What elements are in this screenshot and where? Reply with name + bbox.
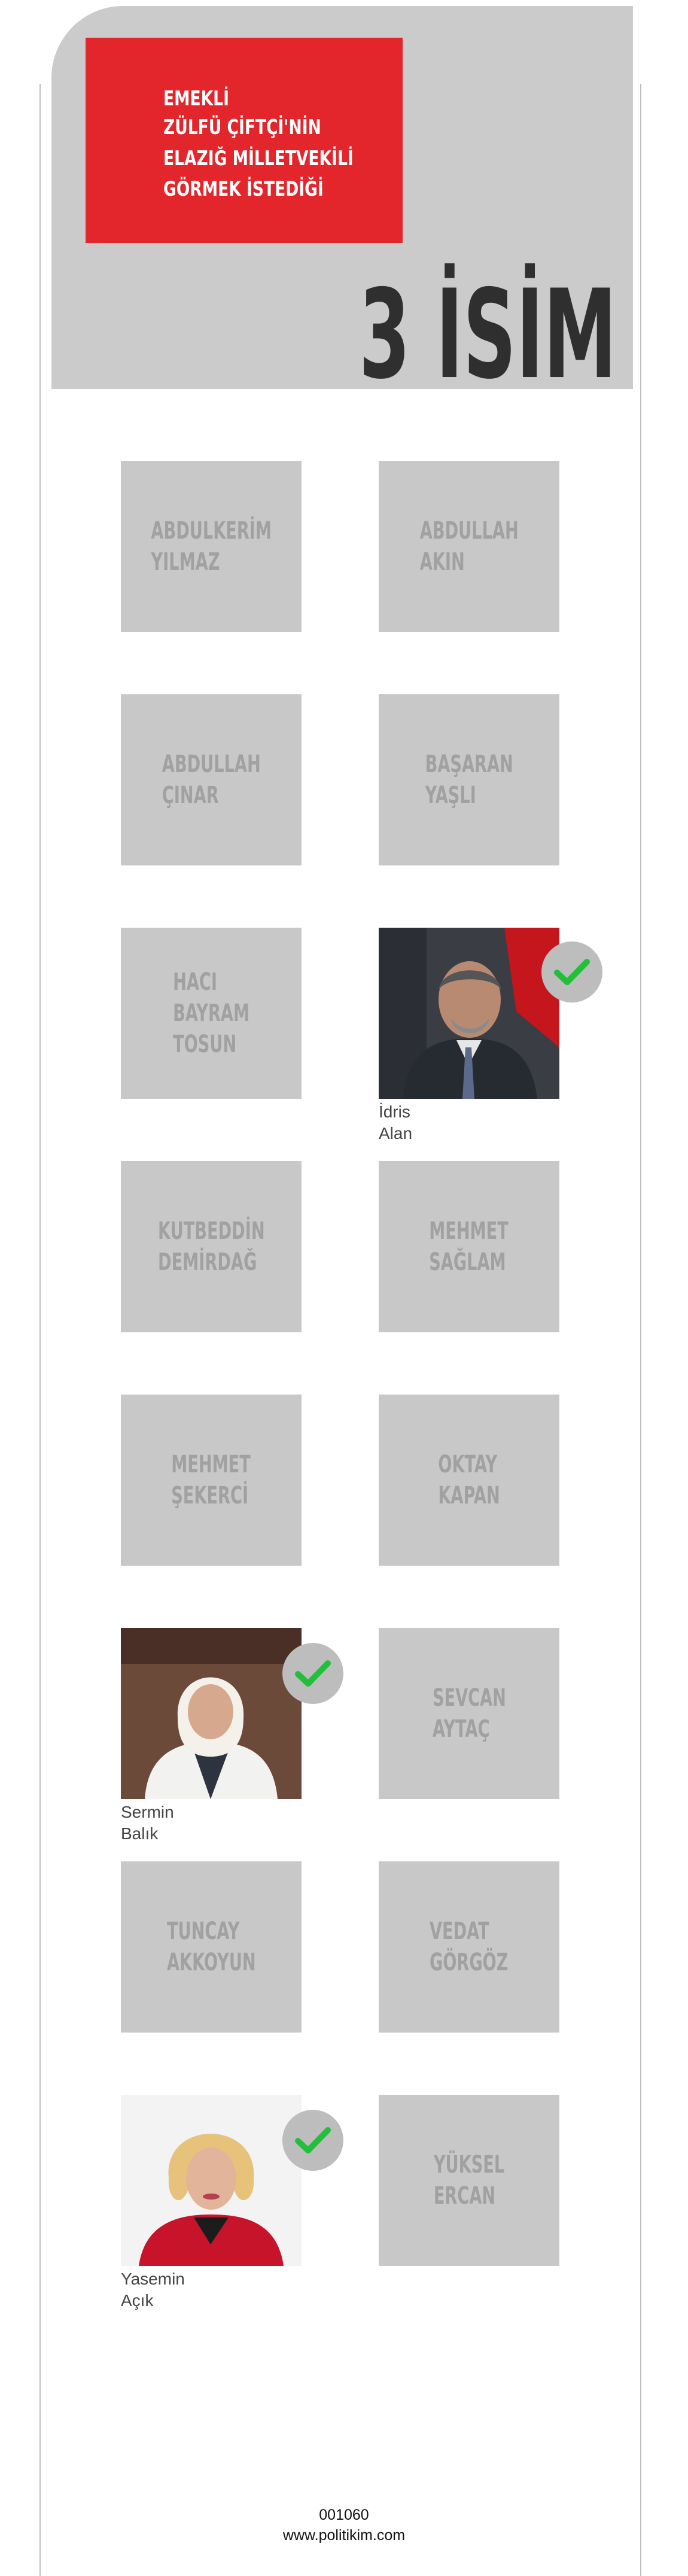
footer-code: 001060: [319, 2507, 369, 2523]
card-name: HACI BAYRAM TOSUN: [173, 968, 249, 1058]
name-card: [379, 2095, 559, 2266]
portrait-photo: [379, 928, 559, 1099]
photo-card-sermin-balik: [121, 1628, 302, 1799]
footer-site: www.politikim.com: [282, 2527, 406, 2544]
name-card: [379, 1395, 559, 1566]
left-frame-line: [39, 84, 41, 2576]
card-name: MEHMET ŞEKERCİ: [171, 1451, 251, 1509]
name-card: [121, 1861, 302, 2033]
card-name: ABDULLAH AKIN: [419, 517, 519, 576]
name-card: [379, 694, 559, 865]
card-name: SEVCAN AYTAÇ: [432, 1684, 506, 1743]
selected-badge: [282, 2110, 343, 2171]
check-icon: [554, 958, 590, 986]
right-frame-line: [640, 84, 641, 2576]
card-name: ABDULKERİM YILMAZ: [151, 517, 272, 576]
photo-caption: Yasemin Açık: [121, 2270, 185, 2310]
name-card: [121, 1161, 302, 1332]
card-name: KUTBEDDİN DEMİRDAĞ: [157, 1217, 265, 1276]
title-line-3: ELAZIĞ MİLLETVEKİLİ: [163, 147, 354, 171]
selected-badge: [282, 1643, 343, 1704]
card-name: OKTAY KAPAN: [438, 1451, 500, 1509]
card-name: VEDAT GÖRGÖZ: [430, 1918, 509, 1976]
name-card: [121, 1395, 302, 1566]
name-card: [379, 461, 559, 632]
name-card: [121, 928, 302, 1099]
card-name: BAŞARAN YAŞLI: [425, 751, 513, 809]
title-line-2: ZÜLFÜ ÇİFTÇİ'NİN: [163, 116, 321, 139]
name-card: [379, 1161, 559, 1332]
headline: 3 İSİM: [359, 264, 617, 406]
photo-caption: İdris Alan: [379, 1102, 413, 1143]
portrait-photo: [121, 1628, 302, 1799]
photo-card-idris-alan: [379, 928, 559, 1099]
name-card: [379, 1861, 559, 2033]
name-card: [121, 694, 302, 865]
card-name: ABDULLAH ÇINAR: [162, 751, 261, 809]
title-box: [86, 38, 403, 243]
card-name: YÜKSEL ERCAN: [433, 2151, 505, 2210]
selected-badge: [541, 941, 602, 1003]
card-name: MEHMET SAĞLAM: [429, 1217, 509, 1276]
check-icon: [295, 2127, 331, 2154]
photo-card-yasemin-acik: [121, 2095, 302, 2266]
photo-caption: Sermin Balık: [121, 1803, 174, 1843]
title-line-1: EMEKLİ: [163, 87, 229, 111]
portrait-photo: [121, 2095, 302, 2266]
name-card: [121, 461, 302, 632]
card-name: TUNCAY AKKOYUN: [166, 1918, 256, 1976]
title-line-4: GÖRMEK İSTEDİĞİ: [163, 177, 324, 201]
name-card: [379, 1628, 559, 1799]
check-icon: [295, 1660, 331, 1687]
